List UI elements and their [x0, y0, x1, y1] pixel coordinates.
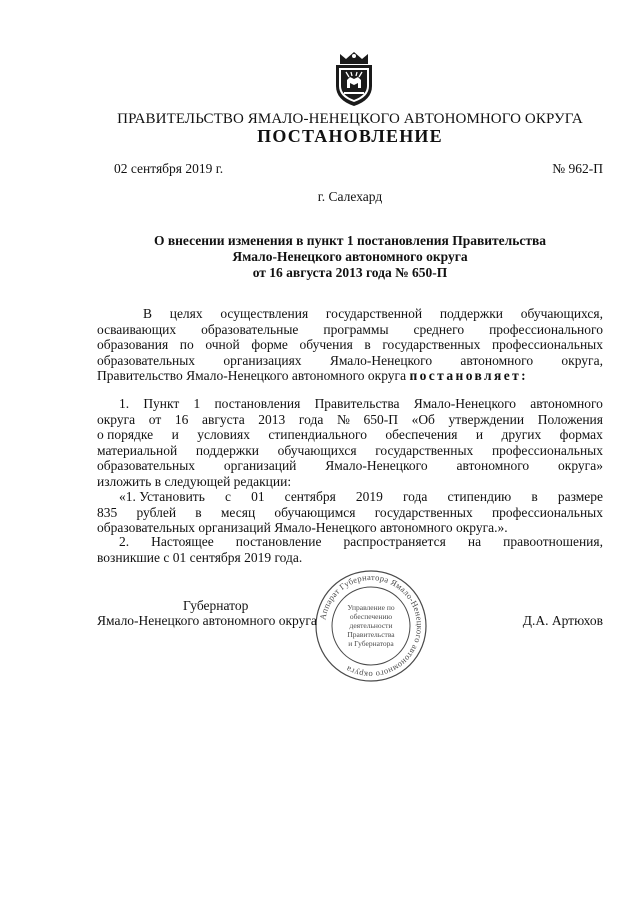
word: 1. [119, 396, 130, 411]
signatory-title-line: Ямало-Ненецкого автономного округа [97, 613, 317, 628]
word: № [336, 411, 350, 427]
word: 835 [97, 504, 118, 520]
word: месяц [220, 504, 256, 520]
word: округа [97, 411, 136, 427]
word: стипендию [447, 489, 512, 504]
word: целях [169, 306, 203, 321]
word: образовательных [97, 352, 196, 368]
word: августа [201, 411, 245, 427]
word: с [224, 489, 231, 504]
word: года [298, 411, 324, 427]
text-line [97, 427, 603, 443]
text-line [97, 396, 603, 412]
word: 1 [193, 396, 201, 411]
stamp-outer-text: Аппарат Губернатора Ямало-Ненецкого автономного округа [317, 571, 426, 681]
word: очной [205, 337, 240, 352]
resolves-keyword: постановляет: [409, 368, 529, 383]
word: программы [323, 321, 389, 337]
word: утверждении [448, 411, 525, 427]
preamble-text: Правительство Ямало-Ненецкого автономного округа [97, 368, 410, 383]
word: образовательные [201, 321, 299, 337]
document-title-line: от 16 августа 2013 года № 650-П [252, 265, 448, 280]
word: по [179, 337, 194, 352]
coat-of-arms-emblem [330, 50, 378, 108]
word: на [467, 534, 482, 549]
word: в [364, 337, 371, 352]
word: 2013 [258, 411, 286, 427]
word: организаций [223, 458, 297, 473]
word: 01 [251, 489, 265, 504]
word: автономного [530, 396, 603, 411]
word: стипендиального [268, 427, 367, 442]
document-title-line: Ямало-Ненецкого автономного округа [232, 249, 468, 264]
word: государственных [374, 504, 473, 520]
text-line: возникшие с 01 сентября 2019 года. [97, 549, 303, 565]
word: Ямало-Ненецкого [329, 352, 433, 368]
text-line: образовательных организаций Ямало-Ненецкого автономного округа.». [97, 520, 508, 535]
official-stamp [313, 568, 429, 684]
word: Пункт [143, 396, 180, 411]
signatory-name: Д.А. Артюхов [522, 613, 603, 628]
text-line: изложить в следующей редакции: [97, 473, 292, 489]
text-line [97, 534, 603, 550]
text-line [97, 368, 603, 384]
word: профессиональных [491, 337, 603, 352]
word: в [531, 489, 538, 504]
word: профессионального [489, 321, 603, 337]
word: поддержки [195, 442, 260, 458]
word: постановление [235, 534, 322, 549]
word: размере [557, 489, 603, 504]
item-1-paragraph [97, 396, 603, 536]
text-line [97, 443, 603, 459]
word: обучающихся, [520, 306, 603, 321]
stamp-inner-line: Правительства [347, 630, 395, 639]
word: округа» [558, 458, 603, 473]
text-line [97, 489, 603, 505]
word: 2. [119, 534, 130, 549]
word: «1. Установить [119, 489, 205, 504]
word: постановления [214, 396, 301, 411]
word: поддержки [439, 306, 504, 321]
word: Ямало-Ненецкого [325, 458, 428, 473]
text-line [97, 337, 603, 353]
word: других [501, 427, 542, 442]
word: В [143, 306, 153, 321]
word: рублей [136, 504, 177, 520]
government-name: ПРАВИТЕЛЬСТВО ЯМАЛО-НЕНЕЦКОГО АВТОНОМНОГО ОКРУГА [117, 111, 583, 127]
preamble-paragraph [97, 306, 603, 384]
word: форме [251, 337, 288, 352]
word: обеспечения [385, 427, 458, 442]
word: Положения [537, 411, 603, 427]
word: осваивающих [97, 321, 177, 337]
text-line [97, 306, 603, 322]
word: и [475, 427, 484, 442]
document-number: № 962-П [552, 161, 603, 176]
word: года [402, 489, 428, 504]
word: округа, [561, 352, 603, 368]
word: формах [559, 427, 603, 442]
word: Настоящее [151, 534, 214, 549]
word: обучения [299, 337, 353, 352]
document-title [0, 233, 640, 281]
word: «Об [411, 411, 435, 427]
word: Ямало-Ненецкого [413, 396, 517, 411]
word: обучающихся [277, 442, 357, 458]
text-line [97, 505, 603, 521]
text-line [97, 412, 603, 428]
word: материальной [97, 442, 178, 458]
word: в [195, 504, 202, 520]
word: профессиональных [491, 504, 603, 520]
word: 650-П [363, 411, 398, 427]
word: образовательных [97, 458, 196, 473]
word: сентября [284, 489, 336, 504]
word: автономного [460, 352, 534, 368]
word: правоотношения, [503, 534, 603, 549]
word: государственных [375, 442, 474, 458]
stamp-inner-line: Управление по [347, 603, 395, 612]
document-title-line: О внесении изменения в пункт 1 постановления Правительства [153, 233, 547, 248]
stamp-inner-line: и Губернатора [348, 639, 394, 648]
text-line [97, 458, 603, 474]
document-type-heading: ПОСТАНОВЛЕНИЕ [257, 126, 443, 146]
word: от [148, 411, 162, 427]
word: среднего [413, 321, 465, 337]
stamp-inner-line: обеспечению [349, 612, 393, 621]
word: и [171, 427, 179, 442]
word: автономного [456, 458, 530, 473]
word: Правительства [314, 396, 400, 411]
word: государственной [325, 306, 423, 321]
word: осуществления [220, 306, 309, 321]
word: распространяется [343, 534, 446, 549]
word: 2019 [355, 489, 383, 504]
signatory-title-line: Губернатор [183, 598, 249, 613]
text-line [97, 322, 603, 338]
word: обучающимся [274, 504, 356, 520]
document-city: г. Салехард [317, 189, 383, 204]
word: о порядке [97, 427, 154, 442]
word: государственных [382, 337, 481, 352]
stamp-inner-line: деятельности [349, 621, 393, 630]
word: 16 [174, 411, 189, 427]
word: организациях [223, 352, 302, 368]
word: профессиональных [491, 442, 603, 458]
item-2-paragraph [97, 534, 603, 565]
document-date: 02 сентября 2019 г. [114, 161, 224, 176]
word: условиях [197, 427, 250, 442]
text-line [97, 353, 603, 369]
word: образования [97, 337, 169, 352]
